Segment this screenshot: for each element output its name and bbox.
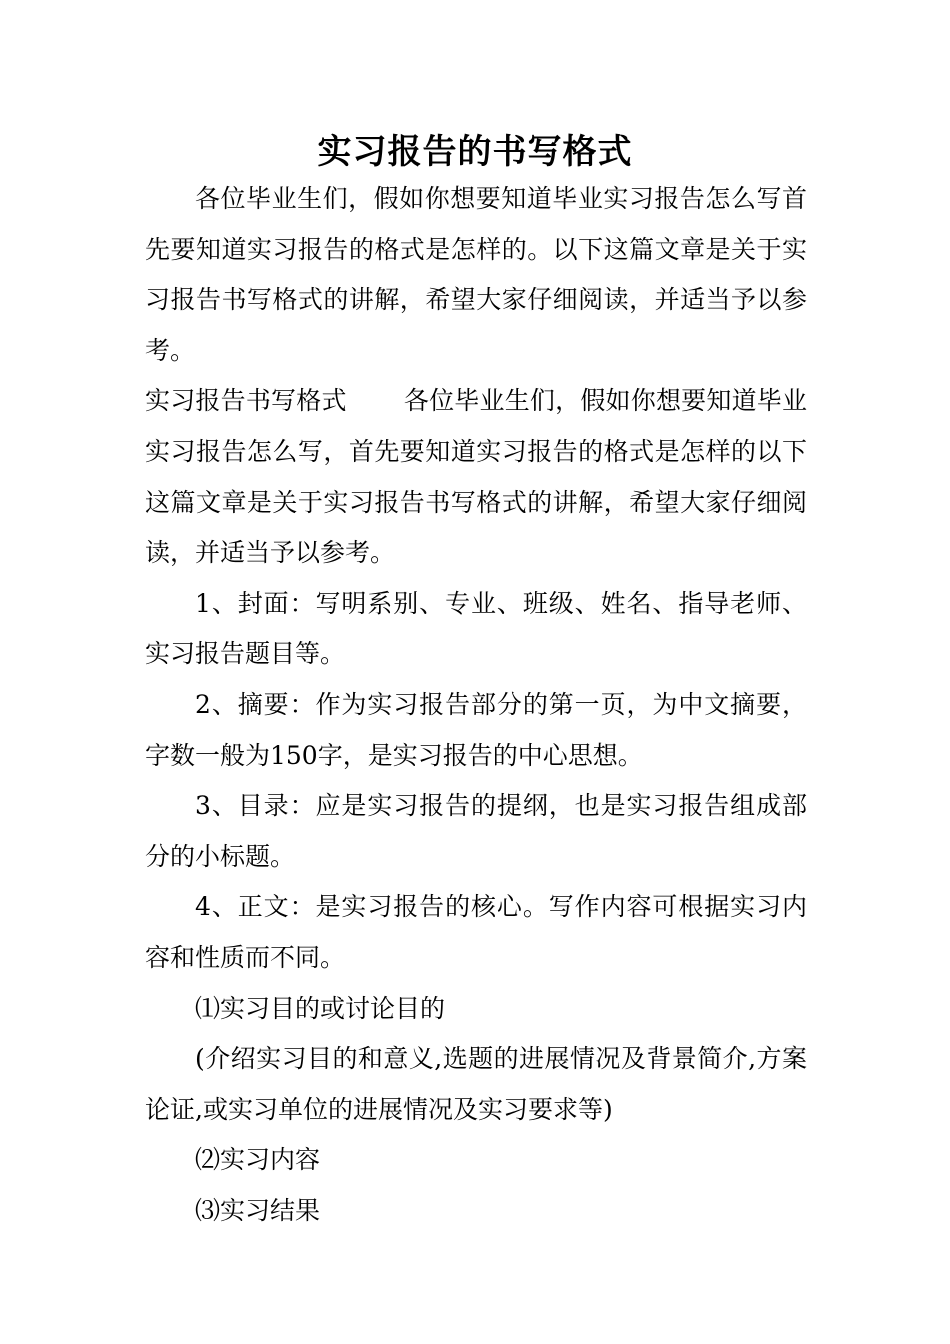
item-main-text: 4、正文：是实习报告的核心。写作内容可根据实习内容和性质而不同。	[145, 892, 807, 972]
document-body	[145, 174, 807, 1236]
section-text: 各位毕业生们，假如你想要知道毕业实习报告怎么写，首先要知道实习报告的格式是怎样的以下这篇文章是关于实习报告书写格式的讲解，希望大家仔细阅读，并适当予以参考。	[145, 386, 807, 568]
document-title: 实习报告的书写格式	[317, 132, 633, 172]
item-cover: 1、封面：写明系别、专业、班级、姓名、指导老师、实习报告题目等。	[145, 588, 807, 669]
intro-paragraph: 各位毕业生们，假如你想要知道毕业实习报告怎么写首先要知道实习报告的格式是怎样的。以下这篇文章是关于实习报告书写格式的讲解，希望大家仔细阅读，并适当予以参考。	[145, 184, 807, 365]
item-purpose-note: (介绍实习目的和意义,选题的进展情况及背景简介,方案论证,或实习单位的进展情况及实习要求等)	[145, 1044, 807, 1124]
section-paragraph	[145, 376, 807, 578]
item-abstract: 2、摘要：作为实习报告部分的第一页，为中文摘要，字数一般为150字，是实习报告的中心思想。	[145, 689, 807, 770]
item-result: ⑶实习结果	[195, 1195, 321, 1225]
item-toc: 3、目录：应是实习报告的提纲，也是实习报告组成部分的小标题。	[145, 791, 807, 871]
section-heading: 实习报告书写格式	[145, 386, 347, 416]
item-purpose: ⑴实习目的或讨论目的	[195, 993, 446, 1023]
item-content: ⑵实习内容	[195, 1145, 321, 1175]
